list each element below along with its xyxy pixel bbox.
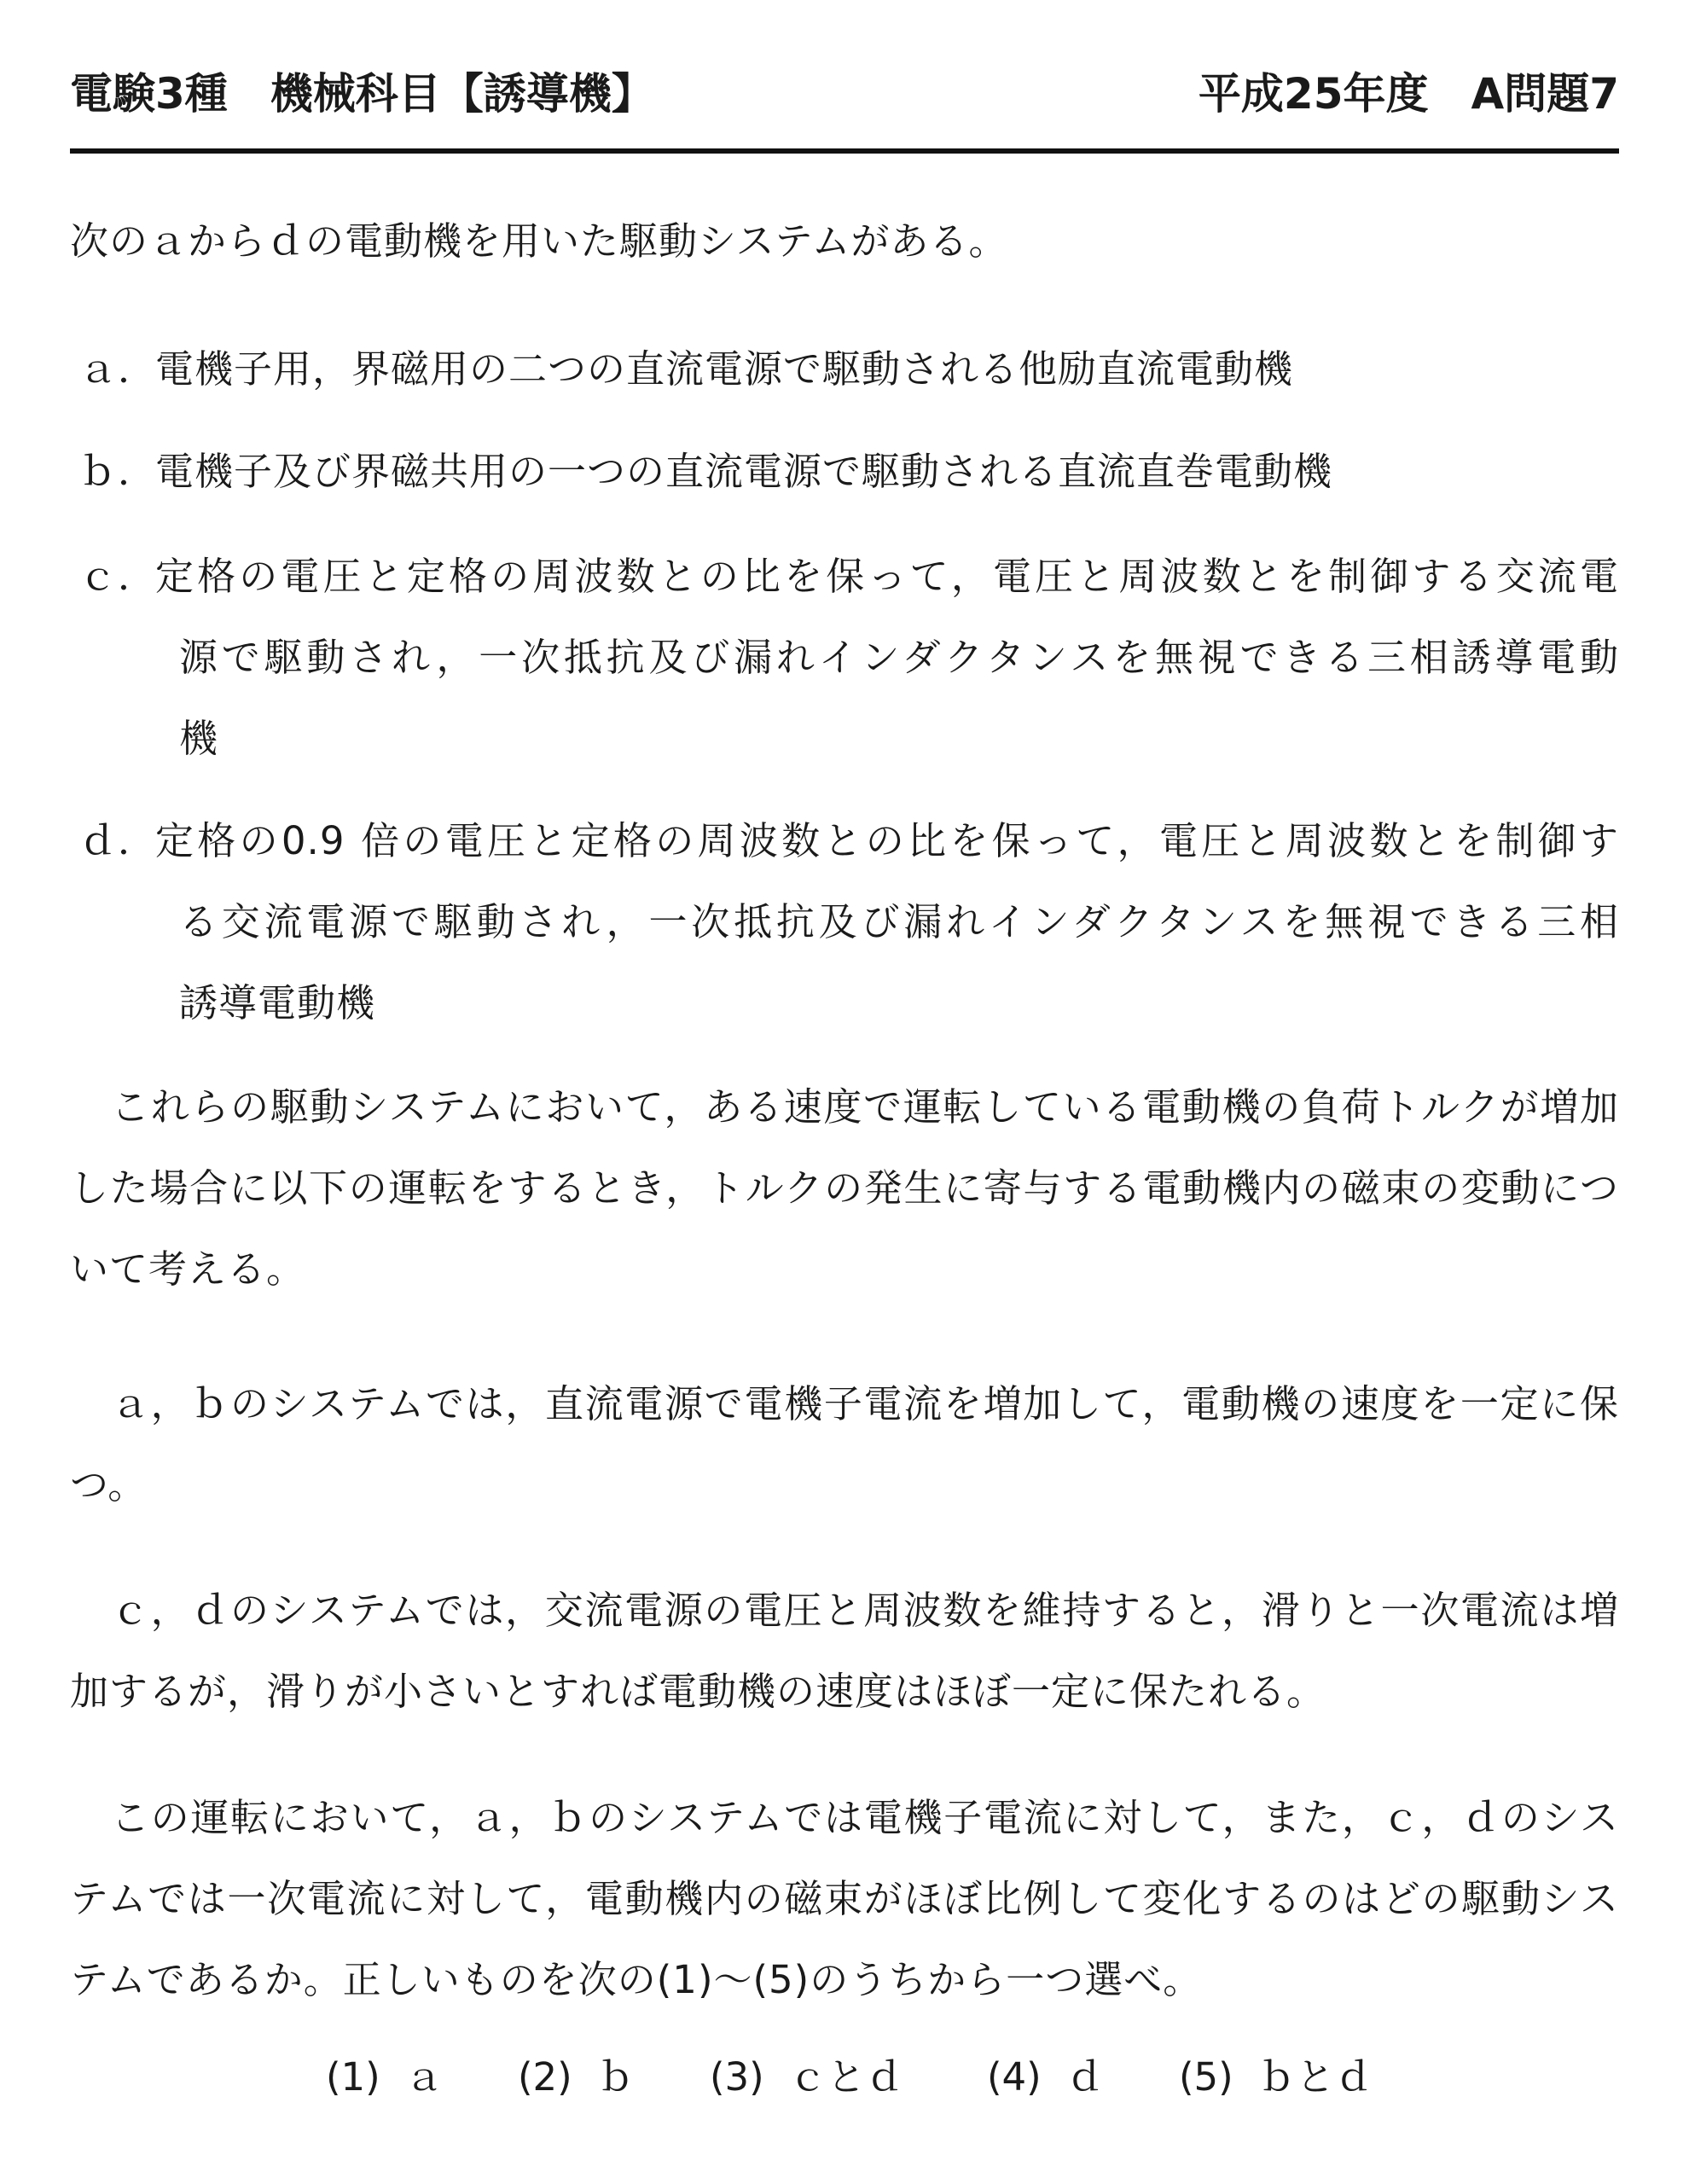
option-label: ｃ． [78,554,158,599]
option-line: 電機子及び界磁共用の一つの直流電源で駆動される直流直巻電動機 [155,449,1333,494]
option-line: 定格の0.9 倍の電圧と定格の周波数との比を保って，電圧と周波数とを制御す [155,818,1619,863]
option-line: 誘導電動機 [179,980,376,1025]
answer-choices [70,2039,1619,2116]
option-label: ｂ． [78,449,158,494]
option-body [155,800,1619,1043]
intro-text: 次のａからｄの電動機を用いた駆動システムがある。 [70,218,1008,264]
page-header [70,60,1619,128]
exam-year-question: 平成25年度 A問題7 [1198,69,1619,119]
ac-system-paragraph: ｃ，ｄのシステムでは，交流電源の電圧と周波数を維持すると，滑りと一次電流は増加するが，滑りが小さいとすれば電動機の速度はほぼ一定に保たれる。 [70,1588,1619,1714]
choice-5[interactable]: (5) ｂとｄ [1179,2054,1373,2100]
header-divider [70,148,1619,154]
choice-3[interactable]: (3) ｃとｄ [710,2054,904,2100]
option-label: ａ． [78,346,158,392]
option-line: る交流電源で駆動され，一次抵抗及び漏れインダクタンスを無視できる三相 [179,899,1619,944]
choice-4[interactable]: (4) ｄ [987,2054,1105,2100]
option-body [155,431,1619,512]
option-line: 源で駆動され，一次抵抗及び漏れインダクタンスを無視できる三相誘導電動 [179,635,1619,680]
option-line: 機 [179,716,219,761]
choice-2[interactable]: (2) ｂ [518,2054,636,2100]
choice-1[interactable]: (1) ａ [326,2054,444,2100]
option-body [155,328,1619,410]
option-label: ｄ． [78,818,158,863]
dc-system-paragraph: ａ，ｂのシステムでは，直流電源で電機子電流を増加して，電動機の速度を一定に保つ。 [70,1381,1619,1507]
question-paragraph: この運転において，ａ，ｂのシステムでは電機子電流に対して，また，ｃ，ｄのシステムでは一次電流に対して，電動機内の磁束がほぼ比例して変化するのはどの駆動システムであるか。正しいものを次の(1)～(5)のうちから一つ選べ。 [70,1795,1619,2002]
option-line: 電機子用，界磁用の二つの直流電源で駆動される他励直流電動機 [155,346,1294,392]
option-body [155,536,1619,779]
subject-title: 電験3種 機械科目【誘導機】 [70,69,654,119]
exam-page [70,0,1619,2184]
condition-paragraph: これらの駆動システムにおいて，ある速度で運転している電動機の負荷トルクが増加した場合に以下の運転をするとき，トルクの発生に寄与する電動機内の磁束の変動について考える。 [70,1084,1619,1292]
option-line: 定格の電圧と定格の周波数との比を保って，電圧と周波数とを制御する交流電 [155,554,1619,599]
